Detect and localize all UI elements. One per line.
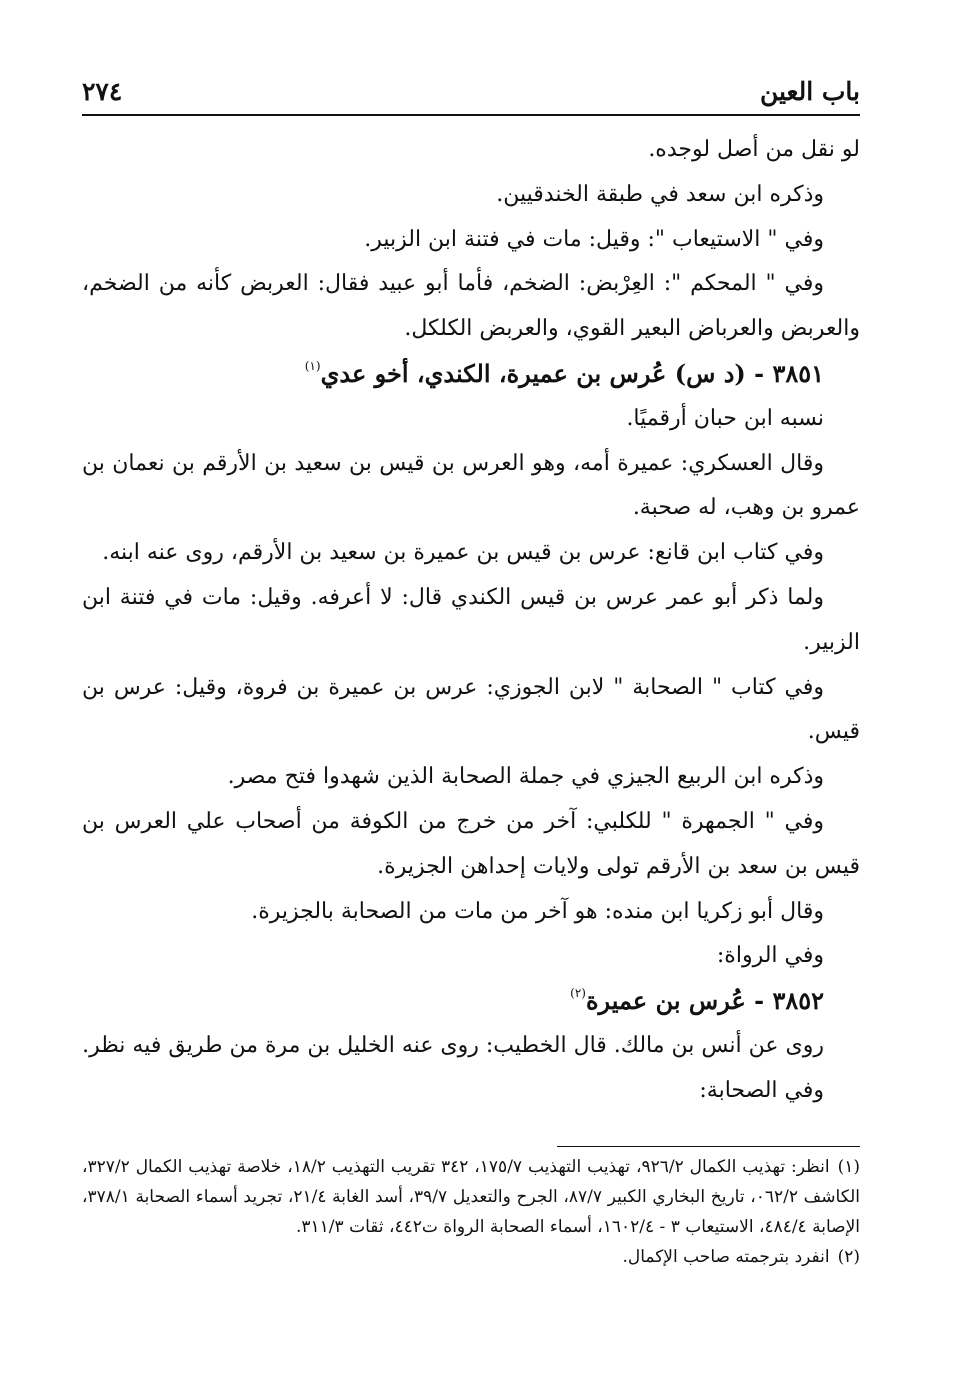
paragraph: وقال أبو زكريا ابن منده: هو آخر من مات من الصحابة بالجزيرة.	[251, 898, 824, 924]
page-number: ٢٧٤	[82, 76, 123, 106]
footnote-number: (١)	[837, 1157, 860, 1177]
paragraph: وفي الصحابة:	[699, 1077, 824, 1103]
paragraph: وفي " الاستيعاب ": وقيل: مات في فتنة ابن الزبير.	[364, 226, 824, 252]
chapter-title: باب العين	[759, 76, 860, 106]
footnote-text: انفرد بترجمته صاحب الإكمال.	[622, 1247, 830, 1267]
footnote	[82, 1152, 860, 1242]
paragraph: وفي " المحكم ": العِرْبض: الضخم، فأما أبو عبيد فقال: العربض كأنه من الضخم، والعربض والعرباض البعير القوي، والعربض الكلكل.	[82, 271, 860, 342]
entry-heading-text: ٣٨٥١ - (د س) عُرس بن عميرة، الكندي، أخو عدي	[320, 358, 824, 388]
paragraph: وفي كتاب ابن قانع: عرس بن قيس بن عميرة بن سعيد بن الأرقم، روى عنه ابنه.	[102, 540, 824, 566]
running-header	[82, 70, 860, 112]
footnote-text: انظر: تهذيب الكمال ٩٢٦/٢، تهذيب التهذيب ١٧٥/٧، ٣٤٢ تقريب التهذيب ١٨/٢، خلاصة تهذيب الكمال ٣٢٧/٢، الكاشف ٠٦٢/٢، تاريخ البخاري الكبير ٨٧/٧، الجرح والتعديل ٣٩/٧، أسد الغابة ٢١/٤، تجريد أسماء الصحابة ٣٧٨/١، الإصابة ٤٨٤/٤، الاستيعاب ٣ - ١٦٠٢/٤، أسماء الصحابة الرواة ت٤٤٢، ثقات ٣١١/٣.	[82, 1157, 860, 1237]
paragraph: وذكره ابن الربيع الجيزي في جملة الصحابة الذين شهدوا فتح مصر.	[227, 764, 824, 790]
paragraph: وفي كتاب " الصحابة " لابن الجوزي: عرس بن عميرة بن فروة، وقيل: عرس بن قيس.	[82, 674, 860, 745]
paragraph: وفي الرواة:	[716, 943, 824, 969]
paragraph: لو نقل من أصل لوجده.	[648, 137, 860, 162]
footnotes	[82, 1152, 860, 1272]
main-text	[82, 128, 860, 1114]
paragraph: وفي " الجمهرة " للكلبي: آخر من خرج من الكوفة من أصحاب علي العرس بن قيس بن سعد بن الأرقم تولى ولايات إحداهن الجزيرة.	[82, 808, 860, 879]
entry-heading	[82, 979, 860, 1024]
paragraph: نسبه ابن حبان أرقميًا.	[626, 405, 824, 431]
footnote-reference[interactable]: (١)	[304, 358, 321, 373]
paragraph: روى عن أنس بن مالك. قال الخطيب: روى عنه الخليل بن مرة من طريق فيه نظر.	[82, 1032, 824, 1058]
header-rule	[82, 114, 860, 116]
footnote-separator	[557, 1146, 860, 1147]
entry-heading	[82, 352, 860, 397]
paragraph: ولما ذكر أبو عمر عرس بن قيس الكندي قال: لا أعرفه. وقيل: مات في فتنة ابن الزبير.	[82, 584, 860, 655]
footnote-reference[interactable]: (٢)	[570, 986, 586, 1001]
paragraph: وقال العسكري: عميرة أمه، وهو العرس بن قيس بن سعيد بن الأرقم بن نعمان بن عمرو بن وهب، له صحبة.	[82, 450, 860, 521]
paragraph: وذكره ابن سعد في طبقة الخندقيين.	[496, 181, 824, 207]
footnote	[82, 1242, 860, 1272]
footnote-number: (٢)	[837, 1247, 860, 1267]
entry-heading-text: ٣٨٥٢ - عُرس بن عميرة	[585, 986, 824, 1016]
